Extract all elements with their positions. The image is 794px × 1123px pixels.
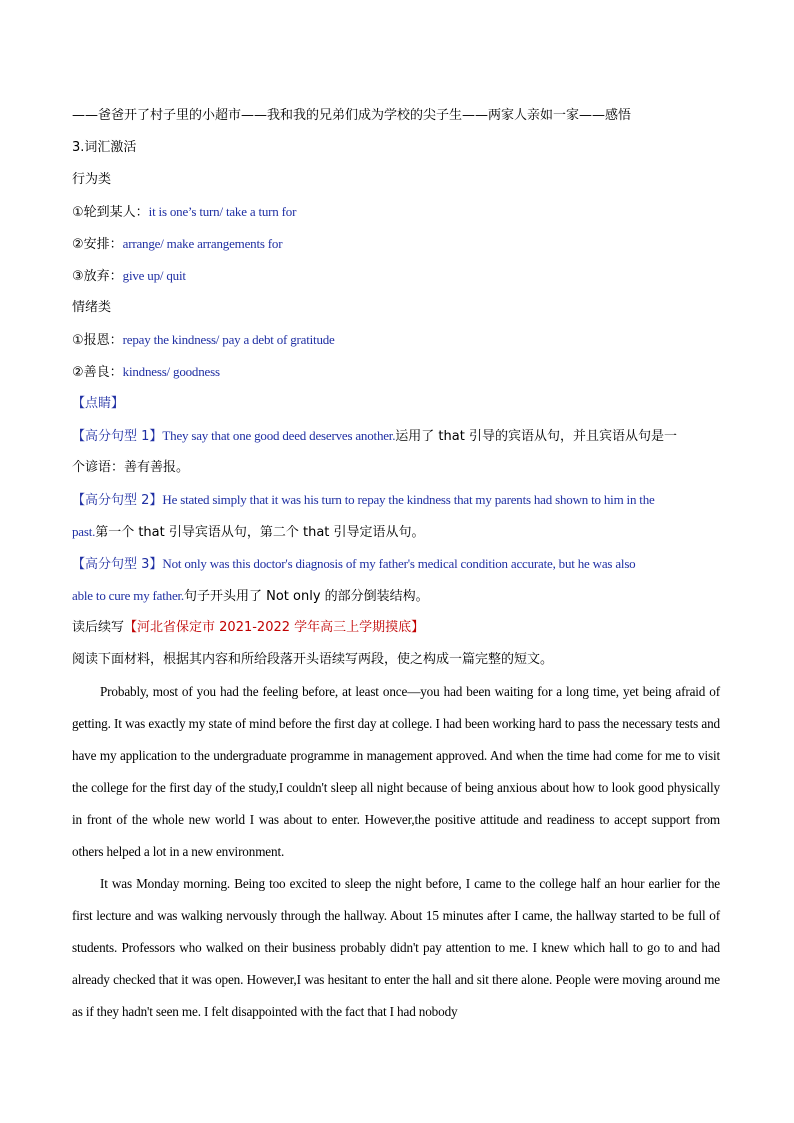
vocab-label: ②安排： xyxy=(72,237,123,252)
continuation-task-heading xyxy=(72,612,724,644)
task-source: 【河北省保定市 2021-2022 学年高三上学期摸底】 xyxy=(124,620,425,635)
highlight-title: 【点睛】 xyxy=(72,396,125,411)
emotion-category-title: 情绪类 xyxy=(72,300,112,315)
vocab-item-turn xyxy=(72,196,724,228)
task-instruction: 阅读下面材料，根据其内容和所给段落开头语续写两段，使之构成一篇完整的短文。 xyxy=(72,652,554,667)
sentence-tag: 【高分句型 1】 xyxy=(72,429,163,444)
document-page xyxy=(72,100,724,1028)
vocab-label: ②善良： xyxy=(72,365,123,380)
vocab-item-kindness xyxy=(72,356,724,388)
sentence-pattern-3-line-1 xyxy=(72,548,724,580)
sentence-note: 运用了 that 引导的宾语从句，并且宾语从句是一 xyxy=(395,429,677,444)
sentence-english: Not only was this doctor's diagnosis of my father's medical condition accurate, but he was also xyxy=(162,556,636,571)
vocab-english: give up/ quit xyxy=(122,268,186,283)
vocab-label: ①报恩： xyxy=(72,333,123,348)
sentence-note: 句子开头用了 Not only 的部分倒装结构。 xyxy=(184,589,429,604)
vocab-label: ③放弃： xyxy=(72,269,123,284)
vocab-english: repay the kindness/ pay a debt of gratitude xyxy=(122,332,335,347)
passage-paragraph-1: Probably, most of you had the feeling before, at least once—you had been waiting for a long time, yet being afraid of getting. It was exactly my state of mind before the first day at college. I had been working hard to pass the necessary tests and have my application to the undergraduate programme in management approved. And when the time had come for me to visit the college for the first day of the study,I couldn't sleep all night because of being anxious about how to look good physically in front of the whole new world I was about to enter. However,the positive attitude and readiness to accept support from others helped a lot in a new environment. xyxy=(72,684,720,859)
sentence-pattern-1-line-2: 个谚语：善有善报。 xyxy=(72,460,190,475)
sentence-note: 第一个 that 引导宾语从句，第二个 that 引导定语从句。 xyxy=(95,525,425,540)
sentence-english: able to cure my father. xyxy=(72,588,184,603)
sentence-english: past. xyxy=(72,524,96,539)
sentence-english: They say that one good deed deserves another. xyxy=(162,428,396,443)
passage-paragraph-2: It was Monday morning. Being too excited to sleep the night before, I came to the college half an hour earlier for the first lecture and was walking nervously through the hallway. About 15 minutes after I came, the hallway started to be full of students. Professors who walked on their business probably didn't pay attention to me. I knew which hall to go to and had already checked that it was open. However,I was hesitant to enter the hall and sit there alone. People were moving around me as if they hadn't seen me. I felt disappointed with the fact that I had nobody xyxy=(72,876,720,1019)
vocab-section-title: 3.词汇激活 xyxy=(72,140,137,155)
behavior-category-title: 行为类 xyxy=(72,172,112,187)
task-label: 读后续写 xyxy=(72,620,125,635)
sentence-tag: 【高分句型 3】 xyxy=(72,557,163,572)
sentence-tag: 【高分句型 2】 xyxy=(72,493,163,508)
vocab-english: it is one’s turn/ take a turn for xyxy=(148,204,297,219)
sentence-pattern-2-line-1 xyxy=(72,484,724,516)
vocab-item-give-up xyxy=(72,260,724,292)
vocab-item-arrange xyxy=(72,228,724,260)
vocab-label: ①轮到某人： xyxy=(72,205,149,220)
vocab-english: arrange/ make arrangements for xyxy=(122,236,283,251)
vocab-item-repay xyxy=(72,324,724,356)
sentence-pattern-3-line-2 xyxy=(72,580,724,612)
sentence-pattern-1-line-1 xyxy=(72,420,724,452)
sentence-english: He stated simply that it was his turn to repay the kindness that my parents had shown to him in the xyxy=(162,492,655,507)
vocab-english: kindness/ goodness xyxy=(122,364,220,379)
plot-outline: ——爸爸开了村子里的小超市——我和我的兄弟们成为学校的尖子生——两家人亲如一家——感悟 xyxy=(72,108,632,123)
sentence-pattern-2-line-2 xyxy=(72,516,724,548)
